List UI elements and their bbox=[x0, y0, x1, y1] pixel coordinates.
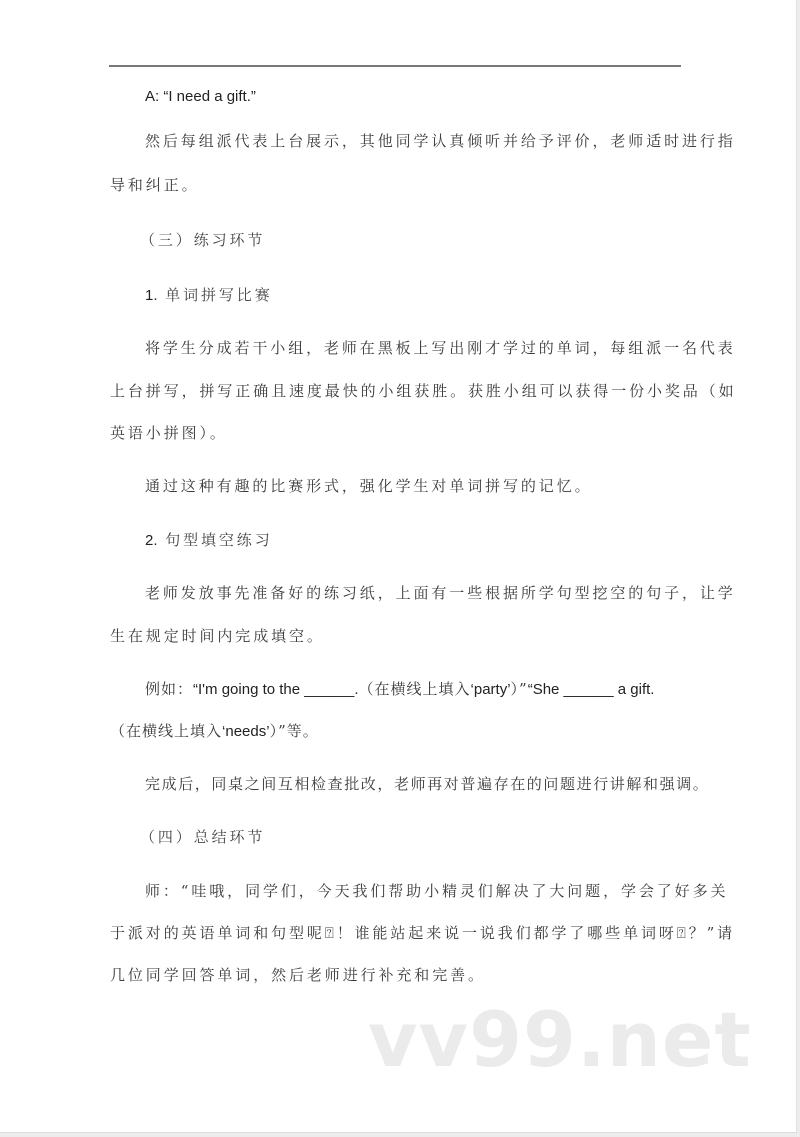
paragraph-line: 上台拼写，拼写正确且速度最快的小组获胜。获胜小组可以获得一份小奖品（如 bbox=[110, 382, 737, 400]
example-sentence-2: “She ______ a gift. bbox=[527, 681, 655, 698]
section-heading-summary: （四）总结环节 bbox=[140, 828, 266, 846]
header-rule bbox=[109, 65, 681, 67]
paragraph-line: 英语小拼图）。 bbox=[110, 424, 228, 442]
subsection-title: 句型填空练习 bbox=[165, 531, 273, 549]
example-line-continued bbox=[110, 720, 319, 741]
paragraph-line: 完成后，同桌之间互相检查批改，老师再对普遍存在的问题进行讲解和强调。 bbox=[145, 775, 710, 793]
subsection-heading-fill-blank bbox=[145, 529, 273, 550]
paragraph-line: 然后每组派代表上台展示，其他同学认真倾听并给予评价，老师适时进行指 bbox=[145, 132, 736, 150]
example-sentence-1: “I'm going to the ______. bbox=[193, 681, 359, 698]
example-note-2: （在横线上填入 bbox=[110, 722, 223, 740]
example-answer-2: ‘needs’ bbox=[222, 723, 270, 740]
section-heading-practice: （三）练习环节 bbox=[140, 231, 266, 249]
paragraph-line: 于派对的英语单词和句型呢⍰！谁能站起来说一说我们都学了哪些单词呀⍰？”请 bbox=[110, 924, 736, 942]
watermark: vv99.net bbox=[368, 995, 752, 1084]
example-note-2-close: ）”等。 bbox=[269, 722, 319, 740]
subsection-number: 1. bbox=[145, 287, 158, 304]
subsection-heading-spelling bbox=[145, 284, 273, 305]
example-line bbox=[145, 678, 654, 699]
example-note-1-close: ）” bbox=[510, 680, 528, 698]
paragraph-line: 老师发放事先准备好的练习纸，上面有一些根据所学句型挖空的句子，让学 bbox=[145, 584, 736, 602]
example-prefix: 例如： bbox=[145, 680, 194, 698]
paragraph-line: 几位同学回答单词，然后老师进行补充和完善。 bbox=[110, 966, 486, 984]
dialogue-line: A: “I need a gift.” bbox=[145, 88, 256, 105]
paragraph-line: 师：“哇哦，同学们，今天我们帮助小精灵们解决了大问题，学会了好多关 bbox=[145, 882, 729, 900]
subsection-title: 单词拼写比赛 bbox=[165, 286, 273, 304]
subsection-number: 2. bbox=[145, 532, 158, 549]
example-note-1: （在横线上填入 bbox=[358, 680, 471, 698]
example-answer-1: ‘party’ bbox=[470, 681, 511, 698]
paragraph-line: 生在规定时间内完成填空。 bbox=[110, 627, 325, 645]
paragraph-line: 通过这种有趣的比赛形式，强化学生对单词拼写的记忆。 bbox=[145, 477, 593, 495]
paragraph-line: 将学生分成若干小组，老师在黑板上写出刚才学过的单词，每组派一名代表 bbox=[145, 339, 736, 357]
paragraph-line: 导和纠正。 bbox=[110, 176, 200, 194]
